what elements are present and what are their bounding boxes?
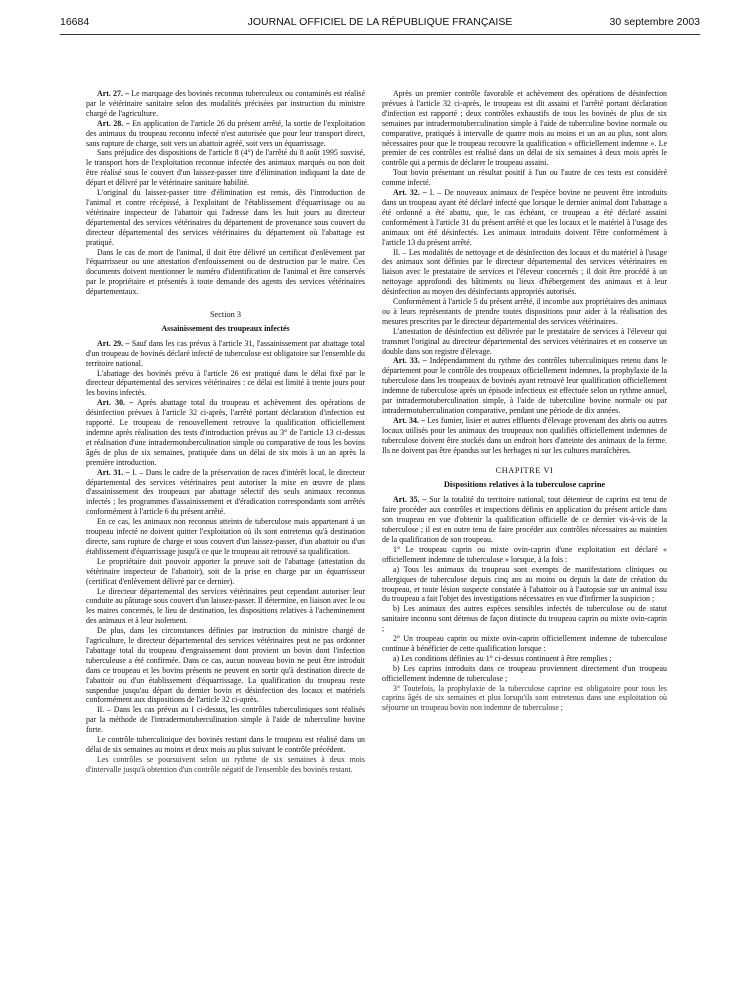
article-label: Art. 31. – [97, 467, 130, 477]
paragraph: Les contrôles se poursuivent selon un rythme de six semaines à deux mois d'intervalle jusqu'à obtention d'un contrôle négatif de l'ensemble des bovinés restant. [86, 754, 365, 774]
section-heading: Section 3 [209, 310, 242, 320]
paragraph: Le directeur départemental des services vétérinaires peut cependant autoriser leur conduite au pâturage sous couvert d'un laissez-passer. Il détermine, en liaison avec le ou les maires concernés, le lieu de destination, les dispositions relatives à l'acheminement des animaux et à leur isolement. [86, 586, 365, 626]
paragraph: 2° Un troupeau caprin ou mixte ovin-caprin officiellement indemne de tuberculose continue à bénéficier de cette qualification lorsque : [382, 634, 667, 653]
paragraph: b) Les caprins introduits dans ce troupeau proviennent directement d'un troupeau officiellement indemne de tuberculose ; [382, 663, 667, 683]
article-label: Art. 32. – [393, 188, 427, 198]
paragraph: a) Les conditions définies au 1° ci-dessus continuent à être remplies ; [393, 653, 612, 663]
article-35: Art. 35. – Sur la totalité du territoire national, tout détenteur de caprins est tenu de faire procéder aux contrôles et inspections définis en application du présent article dans son troupeau en vue d'obtenir la qualification officielle de ce dernier vis-à-vis de la tuberculose ; il est en outre tenu de faire procéder aux contrôles nécessaires au maintien de la qualification de son troupeau. [382, 495, 667, 544]
paragraph: II. – Les modalités de nettoyage et de désinfection des locaux et du matériel à l'usage des animaux sont définies par le directeur départemental des services vétérinaires en liaison avec le prestataire de services et l'éleveur concernés ; il doit être procédé à un nettoyage approfondi des bâtiments ou lieux d'hébergement des animaux et à leur désinfection au moyen des désinfectants appropriés autorisés. [382, 247, 667, 297]
paragraph: a) Tous les animaux du troupeau sont exempts de manifestations cliniques ou allergiques de tuberculose depuis cinq ans au moins ou depuis la date de création du troupeau, et toute lésion suspecte constatée à l'abattoir ou à l'autopsie sur un animal issu du troupeau a fait l'objet des investigations nécessaires en vue d'infirmer la suspicion ; [382, 564, 667, 604]
article-label: Art. 29. – [97, 338, 130, 348]
article-29: Art. 29. – Sauf dans les cas prévus à l'article 31, l'assainissement par abattage total d'un troupeau de bovinés déclaré infecté de tuberculose est obligatoire sur l'ensemble du territoire national. [86, 338, 365, 368]
right-column [382, 89, 667, 713]
left-column [86, 89, 365, 775]
chapter-heading: CHAPITRE VI [495, 465, 554, 475]
article-34: Art. 34. – Les fumier, lisier et autres effluents d'élevage provenant des abris ou autres locaux utilisés pour les animaux des troupeaux non qualifiés officiellement indemnes de tuberculose doivent être stockés dans un endroit hors d'atteinte des animaux de la ferme. Ils ne doivent pas être épandus sur les herbages ni sur les cultures maraîchères. [382, 415, 667, 455]
paragraph: Conformément à l'article 5 du présent arrêté, il incombe aux propriétaires des animaux ou à leurs représentants de prendre toutes dispositions pour aider à la réalisation des mesures prescrites par le directeur départemental des services vétérinaires. [382, 297, 667, 326]
article-30: Art. 30. – Après abattage total du troupeau et achèvement des opérations de désinfection prévues à l'article 32 ci-après, l'arrêté portant déclaration d'infection est rapporté. Le troupeau de renouvellement retrouve la qualification officiellement indemne après réalisation des tests d'introduction prévus au 3° de l'article 13 ci-dessus et réalisation d'une intradermotuberculination simple ou comparative de tous les bovins âgés de plus de six semaines, pratiquée dans un délai de six mois à un an après la première introduction. [86, 398, 365, 467]
article-28: Art. 28. – En application de l'article 26 du présent arrêté, la sortie de l'exploitation des animaux du troupeau reconnu infecté n'est autorisée que pour leur transport direct, sans rupture de charge, soit vers un abattoir agréé, soit vers un équarrissage. [86, 118, 365, 148]
article-label: Art. 33. – [393, 356, 427, 366]
paragraph: Le contrôle tuberculinique des bovinés restant dans le troupeau est réalisé dans un délai de six semaines au moins et deux mois au plus suivant le contrôle précédent. [86, 735, 365, 754]
article-label: Art. 35. – [393, 495, 427, 505]
article-32: Art. 32. – I. – De nouveaux animaux de l'espèce bovine ne peuvent être introduits dans un troupeau ayant été déclaré infecté que lorsque le dernier animal dont l'abattage a été ordonné a été abattu, que, le cas échéant, ce troupeau a été déclaré assaini conformément à l'article 31 du présent arrêté et que les locaux et le matériel à l'usage des animaux ont été désinfectés. Les animaux introduits doivent l'être conformément à l'article 13 du présent arrêté. [382, 188, 667, 247]
article-27: Art. 27. – Le marquage des bovinés reconnus tuberculeux ou contaminés est réalisé par le vétérinaire sanitaire selon des modalités précisées par instruction du ministre chargé de l'agriculture. [86, 89, 365, 118]
paragraph: De plus, dans les circonstances définies par instruction du ministre chargé de l'agriculture, le directeur départemental des services vétérinaires peut ne pas ordonner l'abattage total du troupeau d'engraissement dont provient un bovin dont l'infection tuberculeuse a été confirmée. Dans ce cas, aucun nouveau bovin ne peut être introduit dans ce troupeau et les bovins présents ne peuvent en sortir qu'à destination directe de l'abattoir ou d'un établissement d'équarrissage. La qualification du troupeau reste suspendue jusqu'au départ du dernier bovin et désinfection des locaux et matériels conformément aux dispositions de l'article 32 ci-après. [86, 626, 365, 705]
page-number: 16684 [60, 16, 90, 28]
article-label: Art. 34. – [393, 415, 426, 425]
publication-date: 30 septembre 2003 [609, 16, 700, 28]
paragraph: En ce cas, les animaux non reconnus atteints de tuberculose mais appartenant à un troupeau infecté ne doivent quitter l'exploitation où ils sont entretenus qu'à destination directe, sans rupture de charge et sous couvert d'un laissez-passer, d'un abattoir ou d'un établissement d'équarrissage jusqu'à ce que le troupeau ait retrouvé sa qualification. [86, 517, 365, 556]
paragraph: L'original du laissez-passer titre d'élimination est remis, dès l'introduction de l'animal et contre récépissé, à l'exploitant de l'établissement d'équarrissage ou au vétérinaire inspecteur de l'abattoir qui l'adresse dans les huit jours au directeur départemental des services vétérinaires du département de provenance sous couvert du directeur départemental des services vétérinaires du département où l'abattage est pratiqué. [86, 188, 365, 247]
article-label: Art. 27. – [97, 89, 130, 98]
paragraph: 1° Le troupeau caprin ou mixte ovin-caprin d'une exploitation est déclaré « officiellement indemne de tuberculose » lorsque, à la fois : [382, 544, 667, 564]
page-header [60, 16, 700, 32]
paragraph: Le propriétaire doit pouvoir apporter la preuve soit de l'abattage (attestation du vétérinaire inspecteur de l'abattoir), soit de la prise en charge par un équarrisseur (certificat d'enlèvement délivré par ce dernier). [86, 556, 365, 586]
article-label: Art. 30. – [97, 398, 134, 408]
paragraph: Dans le cas de mort de l'animal, il doit être délivré un certificat d'enlèvement par l'équarrisseur ou une attestation d'enfouissement ou de destruction par le maire. Ces documents doivent mentionner le numéro d'identification de l'animal et être conservés par le propriétaire et présentés à toute demande des agents des services vétérinaires départementaux. [86, 247, 365, 297]
paragraph: Après un premier contrôle favorable et achèvement des opérations de désinfection prévues à l'article 32 ci-après, le troupeau est dit assaini et l'arrêté portant déclaration d'infection est rapporté ; deux contrôles exhaustifs de tous les bovinés de plus de six semaines par intradermotuberculination simple à l'aide de tuberculine bovine normale ou comparative, pratiqués à intervalle de quatre mois au moins et un an au plus, sont alors nécessaires pour que le troupeau recouvre la qualification « officiellement indemne ». Le premier de ces contrôles est réalisé dans un délai de six semaines à deux mois après le contrôle qui a permis de déclarer le troupeau assaini. [382, 89, 667, 168]
paragraph: L'attestation de désinfection est délivrée par le prestataire de services à l'éleveur qui transmet l'original au directeur départemental des services vétérinaires et en conserve un double dans son registre d'élevage. [382, 326, 667, 356]
article-31: Art. 31. – I. – Dans le cadre de la préservation de races d'intérêt local, le directeur départemental des services vétérinaires peut autoriser la mise en œuvre de plans d'assainissement des troupeaux par abattage sélectif des seuls animaux reconnus infectés ; les programmes d'assainissement et d'éradication correspondants sont arrêtés conformément à l'article 6 du présent arrêté. [86, 467, 365, 517]
journal-title: JOURNAL OFFICIEL DE LA RÉPUBLIQUE FRANÇAISE [247, 16, 513, 28]
paragraph: II. – Dans les cas prévus au I ci-dessus, les contrôles tuberculiniques sont réalisés par la méthode de l'intradermotuberculination simple à l'aide de tuberculine bovine forte. [86, 705, 365, 735]
paragraph: b) Les animaux des autres espèces sensibles infectés de tuberculose ou de statut sanitaire inconnu sont détenus de façon distincte du troupeau caprin ou mixte ovin-caprin ; [382, 604, 667, 634]
article-label: Art. 28. – [97, 118, 130, 128]
paragraph: Sans préjudice des dispositions de l'article 8 (4°) de l'arrêté du 8 août 1995 susvisé, le transport hors de l'exploitation reconnue infectée des animaux marqués ou non doit être réalisé sous le couvert d'un laissez-passer titre d'élimination indiquant la date de départ et délivré par le vétérinaire sanitaire habilité. [86, 148, 365, 188]
paragraph: 3° Toutefois, la prophylaxie de la tuberculose caprine est obligatoire pour tous les caprins âgés de six semaines et plus lorsqu'ils sont entretenus dans une exploitation où séjourne un troupeau bovin non indemne de tuberculose ; [382, 683, 667, 713]
header-rule [60, 34, 700, 35]
chapter-title: Dispositions relatives à la tuberculose caprine [443, 480, 606, 490]
article-33: Art. 33. – Indépendamment du rythme des contrôles tuberculiniques retenu dans le département pour le contrôle des troupeaux officiellement indemnes, la prophylaxie de la tuberculose dans les troupeaux de bovinés ayant retrouvé leur qualification officiellement indemne de tuberculose après un épisode infectieux est effectuée selon un rythme annuel, par intradermotuberculination simple, à l'aide de tuberculine bovine normale ou par intradermotuberculination comparative, pendant une période de dix années. [382, 356, 667, 415]
section-title: Assainissement des troupeaux infectés [161, 323, 290, 333]
paragraph: L'abattage des bovinés prévu à l'article 26 est pratiqué dans le délai fixé par le directeur départemental des services vétérinaires : ce délai est limité à trente jours pour les bovins infectés. [86, 368, 365, 398]
paragraph: Tout bovin présentant un résultat positif à l'un ou l'autre de ces tests est considéré comme infecté. [382, 168, 667, 188]
